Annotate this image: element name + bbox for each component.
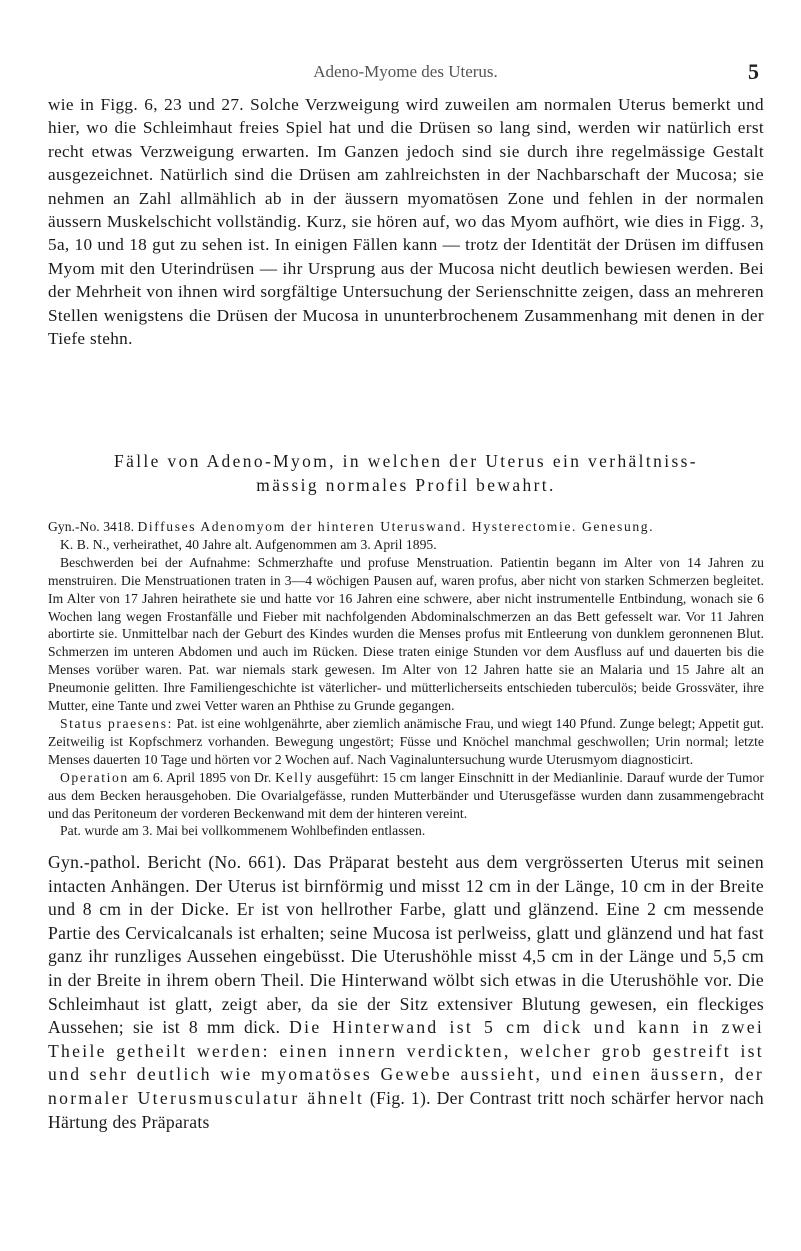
surgeon-name: Kelly: [275, 769, 314, 785]
case-operation: [48, 769, 764, 823]
status-text: Pat. ist eine wohlgenährte, aber ziemlich anämische Frau, und wiegt 140 Pfund. Zunge belegt; Appetit gut. Zeitweilig ist Kopfschmerz vorhanden. Bewegung ungestört; Füsse und Knöchel manchmal geschwollen; Urin normal; letzte Menses dauerten 10 Tage und hörten vor 2 Wochen auf. Nach Vaginaluntersuchung wurde Uterusmyom diagnosticirt.: [48, 715, 765, 767]
pathology-emphasis: Die Hinterwand ist 5 cm dick und kann in zwei Theile getheilt werden: einen innern verdickten, welcher grob gestreift ist und sehr deutlich wie myomatöses Gewebe aussieht, und einen äussern, der normaler Uterusmusculatur ähnelt: [48, 1017, 765, 1108]
case-status: [48, 715, 764, 769]
pathology-report: [48, 851, 764, 1134]
case-title: Diffuses Adenomyom der hinteren Uteruswand. Hysterectomie. Genesung.: [137, 519, 655, 534]
operation-pre: am 6. April 1895 von Dr.: [132, 769, 272, 785]
section-heading-line-1: Fälle von Adeno-Myom, in welchen der Uterus ein verhältniss-: [114, 451, 698, 471]
case-id: Gyn.-No. 3418.: [48, 519, 135, 534]
case-anamnesis: Beschwerden bei der Aufnahme: Schmerzhafte und profuse Menstruation. Patientin begann im Alter von 14 Jahren zu menstruiren. Die Menstruationen traten in 3—4 wöchigen Pausen auf, waren profus, aber nicht von starken Schmerzen begleitet. Im Alter von 17 Jahren heirathete sie und hatte vor 16 Jahren eine schwere, aber nicht instrumentelle Entbindung, wonach sie 6 Wochen lang wegen Frostanfälle und Fieber mit nachfolgenden Abdominalschmerzen an das Bett gefesselt war. Vor 11 Jahren abortirte sie. Unmittelbar nach der Geburt des Kindes wurden die Menses profus mit Entleerung von dunklem geronnenen Blut. Schmerzen im unteren Abdomen und auch im Rücken. Diese traten einige Stunden vor dem Ausfluss auf und dauerten bis die Menses vorüber waren. Pat. war niemals stark gewesen. Im Alter von 12 Jahren hatte sie an Malaria und 15 Jahre alt an Pneumonie gelitten. Ihre Familiengeschichte ist väterlicher- und mütterlicherseits entschieden tuberculös; beide Grossväter, ihre Mutter, eine Tante und zwei Vetter waren an Phthise zu Grunde gegangen.: [48, 554, 764, 714]
case-discharge: Pat. wurde am 3. Mai bei vollkommenem Wohlbefinden entlassen.: [60, 823, 426, 839]
operation-post: ausgeführt: 15 cm langer Einschnitt in der Medianlinie. Darauf wurde der Tumor aus dem Becken herausgehoben. Die Ovarialgefässe, runden Mutterbänder und Uterusgefässe wurden dann zusammengebracht und das Peritoneum der vorderen Beckenwand mit dem der hinteren vereint.: [48, 769, 765, 821]
case-header: [48, 518, 764, 536]
status-label: Status praesens:: [60, 715, 173, 731]
case-report: [48, 518, 764, 840]
pathology-paragraph: [48, 851, 764, 1134]
lead-paragraph: wie in Figg. 6, 23 und 27. Solche Verzweigung wird zuweilen am normalen Uterus bemerkt und hier, wo die Schleimhaut freies Spiel hat und die Drüsen so lang sind, werden wir natürlich erst recht etwas Verzweigung erwarten. Im Ganzen jedoch sind sie durch ihre regelmässige Gestalt ausgezeichnet. Natürlich sind die Drüsen am zahlreichsten in der Nachbarschaft der Mucosa; sie nehmen an Zahl allmählich ab in der äussern myomatösen Zone und fehlen in der normalen äussern Muskelschicht vollständig. Kurz, sie hören auf, wo das Myom aufhört, wie dies in Figg. 3, 5a, 10 und 18 gut zu sehen ist. In einigen Fällen kann — trotz der Identität der Drüsen im diffusen Myom mit den Uterindrüsen — ihr Ursprung aus der Mucosa nicht deutlich bewiesen werden. Bei der Mehrheit von ihnen wird sorgfältige Untersuchung der Serienschnitte zeigen, dass an mehreren Stellen wenigstens die Drüsen der Mucosa in ununterbrochenem Zusammenhang mit denen in der Tiefe stehn.: [48, 95, 764, 349]
pathology-tail: (Fig. 1). Der Contrast tritt noch schärfer hervor nach Härtung des Präparats: [48, 1087, 764, 1132]
section-heading-line-2: mässig normales Profil bewahrt.: [256, 474, 556, 495]
page-number: 5: [748, 59, 759, 84]
section-heading: [50, 450, 762, 497]
running-title: Adeno-Myome des Uterus.: [313, 62, 498, 81]
operation-label: Operation: [60, 769, 129, 785]
case-patient: K. B. N., verheirathet, 40 Jahre alt. Aufgenommen am 3. April 1895.: [60, 536, 437, 552]
running-head: [48, 59, 763, 88]
pathology-intro: Gyn.-pathol. Bericht (No. 661). Das Präparat besteht aus dem vergrösserten Uterus mit seinen intacten Anhängen. Der Uterus ist birnförmig und misst 12 cm in der Länge, 10 cm in der Breite und 8 cm in der Dicke. Er ist von hellrother Farbe, glatt und glänzend. Eine 2 cm messende Partie des Cervicalcanals ist erhalten; seine Mucosa ist perlweiss, glatt und glänzend und hat fast ganz ihr runzliges Aussehen eingebüsst. Die Uterushöhle misst 4,5 cm in der Länge und 5,5 cm in der Breite in ihrem obern Theil. Die Hinterwand wölbt sich etwas in die Uterushöhle vor. Die Schleimhaut ist glatt, zeigt aber, da sie der Sitz extensiver Blutung gewesen, ein fleckiges Aussehen; sie ist 8 mm dick.: [48, 852, 764, 1038]
